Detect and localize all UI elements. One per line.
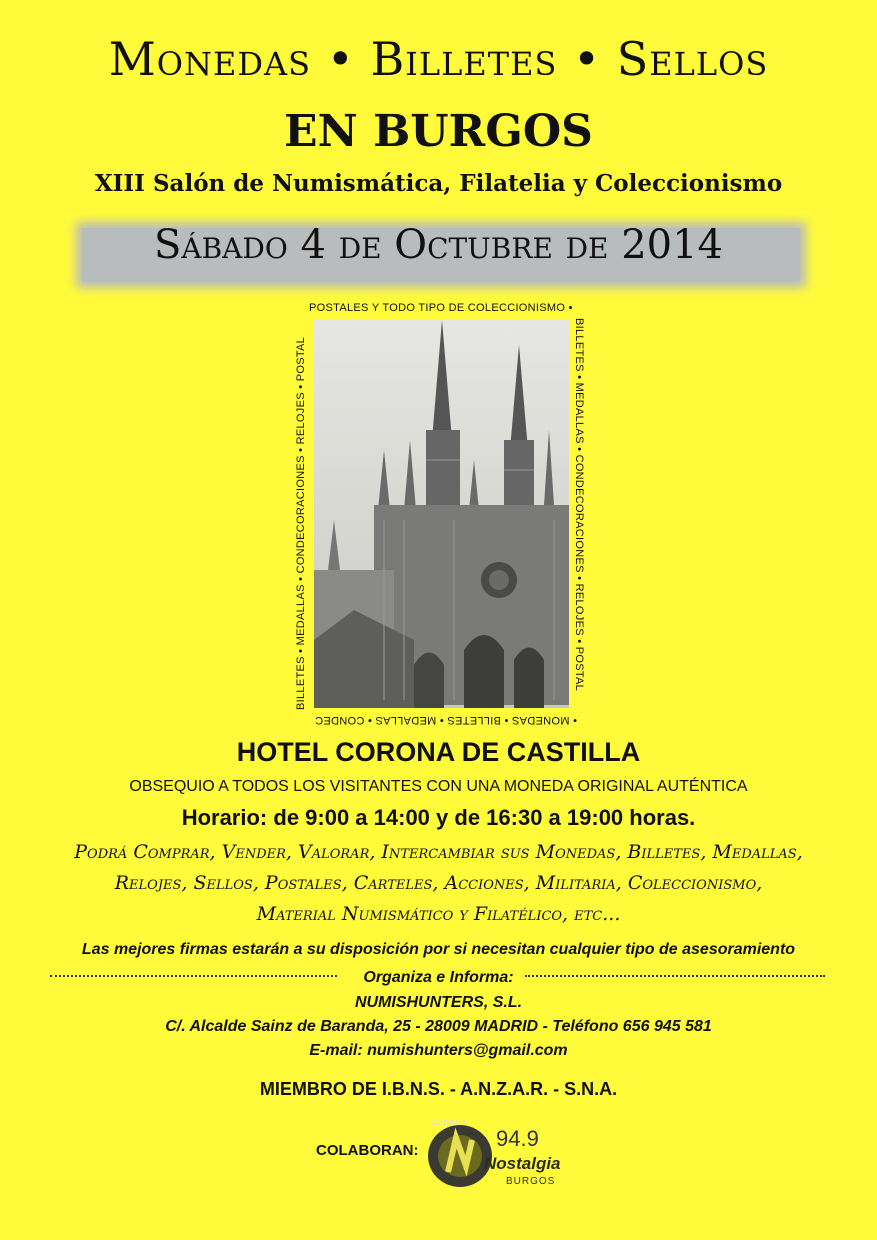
frame-text-bottom: • MONEDAS • BILLETES • MEDALLAS • CONDEC <box>314 714 577 726</box>
venue-name: HOTEL CORONA DE CASTILLA <box>236 737 641 767</box>
cathedral-illustration <box>314 320 569 708</box>
frame-text-right: BILLETES • MEDALLAS • CONDECORACIONES • RELOJES • POSTAL <box>573 318 585 692</box>
hours-label: Horario: <box>181 805 268 830</box>
frame-text-left: BILLETES • MEDALLAS • CONDECORACIONES • RELOJES • POSTAL <box>295 336 307 710</box>
logo-top-text: CADENA <box>432 1120 468 1127</box>
advice-text: Las mejores firmas estarán a su disposición por si necesitan cualquier tipo de asesoramiento <box>81 941 796 958</box>
activities-line-2: Relojes, Sellos, Postales, Carteles, Acciones, Militaria, Coleccionismo, <box>114 872 763 894</box>
sponsors-label: COLABORAN: <box>316 1142 419 1159</box>
logo-name: Nostalgia <box>484 1154 561 1173</box>
activities-line-3: Material Numismático y Filatélico, etc... <box>256 903 621 925</box>
organizer-label: Organiza e Informa: <box>363 969 514 986</box>
organizer-email: E-mail: numishunters@gmail.com <box>309 1042 568 1059</box>
opening-hours <box>0 805 877 831</box>
organizer-address: C/. Alcalde Sainz de Baranda, 25 - 28009 MADRID - Teléfono 656 945 581 <box>165 1018 712 1035</box>
frame-text-top: POSTALES Y TODO TIPO DE COLECCIONISMO • <box>309 302 573 314</box>
event-subtitle: XIII Salón de Numismática, Filatelia y Coleccionismo <box>94 170 783 197</box>
membership-line: MIEMBRO DE I.B.N.S. - A.N.Z.A.R. - S.N.A. <box>259 1079 618 1099</box>
title-line-1: Monedas • Billetes • Sellos <box>108 32 769 86</box>
activities-line-1: Podrá Comprar, Vender, Valorar, Intercambiar sus Monedas, Billetes, Medallas, <box>74 841 803 863</box>
event-date: Sábado 4 de Octubre de 2014 <box>153 222 723 268</box>
logo-frequency: 94.9 <box>496 1126 539 1151</box>
logo-city: BURGOS <box>506 1176 556 1187</box>
title-line-2: EN BURGOS <box>284 106 593 157</box>
cathedral-photo <box>314 320 569 708</box>
radio-logo <box>426 1120 566 1192</box>
organizer-company: NUMISHUNTERS, S.L. <box>354 994 523 1011</box>
hours-text: de 9:00 a 14:00 y de 16:30 a 19:00 horas. <box>273 805 696 830</box>
gift-notice: OBSEQUIO A TODOS LOS VISITANTES CON UNA MONEDA ORIGINAL AUTÉNTICA <box>129 778 748 795</box>
